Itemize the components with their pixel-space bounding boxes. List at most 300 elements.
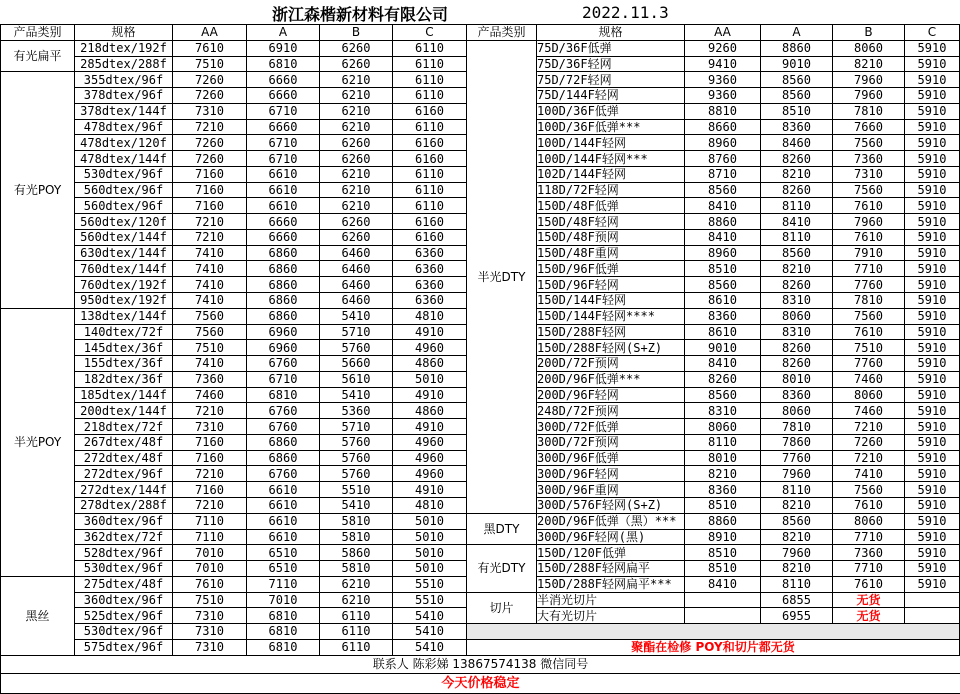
table-header-row bbox=[1, 25, 467, 41]
spec-cell: 360dtex/96f bbox=[75, 592, 173, 608]
spec-cell: 150D/48F重网 bbox=[537, 245, 685, 261]
price-cell: 5710 bbox=[320, 419, 393, 435]
spec-cell: 218dtex/72f bbox=[75, 419, 173, 435]
price-cell: 4810 bbox=[393, 497, 467, 513]
right-price-table bbox=[466, 24, 960, 656]
price-cell: 8560 bbox=[761, 72, 833, 88]
spec-cell: 200D/72F预网 bbox=[537, 356, 685, 372]
price-cell: 5760 bbox=[320, 450, 393, 466]
table-row bbox=[467, 419, 960, 435]
table-row bbox=[467, 513, 960, 529]
col-b: B bbox=[320, 25, 393, 41]
col-category: 产品类别 bbox=[467, 25, 537, 41]
col-category: 产品类别 bbox=[1, 25, 75, 41]
spec-cell: 150D/144F轻网 bbox=[537, 293, 685, 309]
price-cell: 6760 bbox=[247, 466, 320, 482]
table-row bbox=[467, 293, 960, 309]
price-cell: 7510 bbox=[833, 340, 905, 356]
price-cell: 8360 bbox=[761, 387, 833, 403]
price-cell: 7360 bbox=[833, 151, 905, 167]
price-cell: 8260 bbox=[761, 182, 833, 198]
spec-cell: 275dtex/48f bbox=[75, 576, 173, 592]
spec-cell: 300D/96F低弹 bbox=[537, 450, 685, 466]
price-cell: 8060 bbox=[833, 387, 905, 403]
price-cell: 7610 bbox=[833, 576, 905, 592]
price-cell: 8760 bbox=[685, 151, 761, 167]
price-cell: 8810 bbox=[685, 103, 761, 119]
price-cell: 4860 bbox=[393, 403, 467, 419]
price-cell: 6360 bbox=[393, 245, 467, 261]
price-cell: 8660 bbox=[685, 119, 761, 135]
spec-cell: 150D/48F轻网 bbox=[537, 214, 685, 230]
spec-cell: 140dtex/72f bbox=[75, 324, 173, 340]
price-cell: 8360 bbox=[685, 308, 761, 324]
price-cell: 8210 bbox=[761, 561, 833, 577]
price-cell: 8210 bbox=[833, 56, 905, 72]
price-cell: 5910 bbox=[905, 198, 960, 214]
price-cell: 7460 bbox=[173, 387, 247, 403]
spec-cell: 150D/288F轻网扁平*** bbox=[537, 576, 685, 592]
spec-cell: 272dtex/96f bbox=[75, 466, 173, 482]
price-cell: 4910 bbox=[393, 482, 467, 498]
price-cell: 7710 bbox=[833, 261, 905, 277]
price-cell: 4960 bbox=[393, 340, 467, 356]
price-cell: 5910 bbox=[905, 419, 960, 435]
price-cell: 8510 bbox=[685, 545, 761, 561]
price-cell: 5910 bbox=[905, 482, 960, 498]
price-cell: 6360 bbox=[393, 261, 467, 277]
price-cell: 7610 bbox=[833, 324, 905, 340]
spec-cell: 75D/144F轻网 bbox=[537, 88, 685, 104]
price-cell: 6210 bbox=[320, 119, 393, 135]
price-cell: 6460 bbox=[320, 277, 393, 293]
price-cell: 8010 bbox=[685, 450, 761, 466]
price-cell: 8560 bbox=[685, 387, 761, 403]
price-cell: 6810 bbox=[247, 387, 320, 403]
price-cell: 4960 bbox=[393, 434, 467, 450]
spec-cell: 150D/48F低弹 bbox=[537, 198, 685, 214]
table-row bbox=[467, 103, 960, 119]
price-cell: 6860 bbox=[247, 434, 320, 450]
price-cell: 7210 bbox=[173, 497, 247, 513]
spec-cell: 300D/72F预网 bbox=[537, 434, 685, 450]
category-cell: 黑DTY bbox=[467, 513, 537, 545]
spec-cell: 138dtex/144f bbox=[75, 308, 173, 324]
price-cell: 7660 bbox=[833, 119, 905, 135]
table-row bbox=[467, 166, 960, 182]
price-cell: 5910 bbox=[905, 40, 960, 56]
price-cell: 8260 bbox=[761, 277, 833, 293]
price-cell: 8110 bbox=[685, 434, 761, 450]
blank-row bbox=[467, 624, 960, 640]
price-cell: 5910 bbox=[905, 561, 960, 577]
table-row bbox=[467, 482, 960, 498]
price-cell: 9010 bbox=[761, 56, 833, 72]
blank-cell bbox=[467, 624, 960, 640]
category-cell: 有光DTY bbox=[467, 545, 537, 592]
company-name: 浙江森楷新材料有限公司 bbox=[272, 5, 449, 24]
price-cell: 6160 bbox=[393, 103, 467, 119]
price-cell: 5910 bbox=[905, 293, 960, 309]
price-cell: 7960 bbox=[833, 214, 905, 230]
price-cell: 4910 bbox=[393, 387, 467, 403]
price-cell: 6760 bbox=[247, 356, 320, 372]
spec-cell: 360dtex/96f bbox=[75, 513, 173, 529]
category-cell: 黑丝 bbox=[1, 576, 75, 655]
price-cell: 6460 bbox=[320, 293, 393, 309]
price-cell: 7260 bbox=[173, 151, 247, 167]
price-cell: 6610 bbox=[247, 529, 320, 545]
price-cell: 5410 bbox=[320, 387, 393, 403]
table-row bbox=[467, 434, 960, 450]
category-cell: 半光DTY bbox=[467, 40, 537, 513]
price-cell: 7210 bbox=[173, 229, 247, 245]
category-cell: 切片 bbox=[467, 592, 537, 624]
price-cell: 6110 bbox=[393, 198, 467, 214]
spec-cell: 75D/36F低弹 bbox=[537, 40, 685, 56]
price-cell: 6210 bbox=[320, 72, 393, 88]
category-cell: 有光POY bbox=[1, 72, 75, 308]
spec-cell: 362dtex/72f bbox=[75, 529, 173, 545]
spec-cell: 575dtex/96f bbox=[75, 639, 173, 655]
col-a: A bbox=[761, 25, 833, 41]
table-row bbox=[467, 40, 960, 56]
price-cell: 5760 bbox=[320, 466, 393, 482]
price-cell: 9260 bbox=[685, 40, 761, 56]
price-cell: 5760 bbox=[320, 434, 393, 450]
price-cell bbox=[685, 592, 761, 608]
spec-cell: 150D/288F轻网扁平 bbox=[537, 561, 685, 577]
price-cell: 8610 bbox=[685, 324, 761, 340]
price-cell: 7010 bbox=[247, 592, 320, 608]
spec-cell: 大有光切片 bbox=[537, 608, 685, 624]
price-cell: 6955 bbox=[761, 608, 833, 624]
spec-cell: 185dtex/144f bbox=[75, 387, 173, 403]
table-row bbox=[467, 277, 960, 293]
price-cell: 7460 bbox=[833, 371, 905, 387]
price-cell: 7960 bbox=[833, 88, 905, 104]
price-cell: 7310 bbox=[833, 166, 905, 182]
table-row bbox=[467, 261, 960, 277]
table-row bbox=[1, 576, 467, 592]
price-cell: 8610 bbox=[685, 293, 761, 309]
col-spec: 规格 bbox=[537, 25, 685, 41]
price-cell: 6810 bbox=[247, 56, 320, 72]
price-cell: 5410 bbox=[393, 608, 467, 624]
price-cell: 7860 bbox=[761, 434, 833, 450]
price-cell: 5710 bbox=[320, 324, 393, 340]
col-c: C bbox=[393, 25, 467, 41]
price-cell: 6810 bbox=[247, 639, 320, 655]
price-cell: 6260 bbox=[320, 40, 393, 56]
price-cell: 7610 bbox=[173, 40, 247, 56]
table-row bbox=[467, 119, 960, 135]
spec-cell: 200D/96F低弹*** bbox=[537, 371, 685, 387]
table-row bbox=[1, 308, 467, 324]
price-cell: 5510 bbox=[320, 482, 393, 498]
price-cell: 7210 bbox=[173, 214, 247, 230]
price-cell: 7810 bbox=[833, 103, 905, 119]
spec-cell: 300D/96F轻网 bbox=[537, 466, 685, 482]
price-cell: 5410 bbox=[393, 639, 467, 655]
spec-cell: 285dtex/288f bbox=[75, 56, 173, 72]
price-cell: 8260 bbox=[761, 151, 833, 167]
price-cell: 6960 bbox=[247, 340, 320, 356]
spec-cell: 478dtex/144f bbox=[75, 151, 173, 167]
price-cell: 6760 bbox=[247, 403, 320, 419]
price-cell: 8510 bbox=[685, 497, 761, 513]
spec-cell: 200D/96F低弹（黑）*** bbox=[537, 513, 685, 529]
price-cell: 6610 bbox=[247, 166, 320, 182]
spec-cell: 182dtex/36f bbox=[75, 371, 173, 387]
price-cell: 6660 bbox=[247, 229, 320, 245]
table-row bbox=[467, 214, 960, 230]
spec-cell: 630dtex/144f bbox=[75, 245, 173, 261]
table-row bbox=[467, 608, 960, 624]
price-cell: 5910 bbox=[905, 324, 960, 340]
price-cell bbox=[685, 608, 761, 624]
table-row bbox=[467, 529, 960, 545]
notice-row bbox=[467, 639, 960, 655]
price-cell: 8210 bbox=[761, 261, 833, 277]
spec-cell: 248D/72F预网 bbox=[537, 403, 685, 419]
maintenance-notice: 聚酯在检修 POY和切片都无货 bbox=[467, 639, 960, 655]
spec-cell: 100D/36F低弹 bbox=[537, 103, 685, 119]
price-cell: 8410 bbox=[685, 198, 761, 214]
price-cell: 8210 bbox=[761, 497, 833, 513]
price-cell: 5910 bbox=[905, 72, 960, 88]
price-cell: 7310 bbox=[173, 103, 247, 119]
price-cell: 7210 bbox=[833, 450, 905, 466]
spec-cell: 300D/96F重网 bbox=[537, 482, 685, 498]
price-cell: 6110 bbox=[393, 40, 467, 56]
col-spec: 规格 bbox=[75, 25, 173, 41]
spec-cell: 272dtex/144f bbox=[75, 482, 173, 498]
price-cell: 9010 bbox=[685, 340, 761, 356]
price-cell: 7160 bbox=[173, 434, 247, 450]
category-cell: 半光POY bbox=[1, 308, 75, 576]
price-cell: 8560 bbox=[761, 245, 833, 261]
table-row bbox=[467, 182, 960, 198]
price-cell: 5910 bbox=[905, 434, 960, 450]
price-date: 2022.11.3 bbox=[582, 3, 669, 22]
price-cell: 8460 bbox=[761, 135, 833, 151]
price-cell: 8110 bbox=[761, 576, 833, 592]
contact-info: 联系人 陈彩娣 13867574138 微信同号 bbox=[0, 655, 960, 674]
price-cell: 5810 bbox=[320, 561, 393, 577]
price-cell: 5910 bbox=[905, 545, 960, 561]
price-cell: 7410 bbox=[833, 466, 905, 482]
price-cell: 8110 bbox=[761, 482, 833, 498]
price-cell: 6110 bbox=[320, 624, 393, 640]
spec-cell: 150D/96F轻网 bbox=[537, 277, 685, 293]
price-cell: 6210 bbox=[320, 166, 393, 182]
price-cell: 5910 bbox=[905, 119, 960, 135]
price-cell: 8860 bbox=[685, 513, 761, 529]
price-cell: 6110 bbox=[393, 72, 467, 88]
price-cell: 7610 bbox=[833, 229, 905, 245]
price-cell: 6960 bbox=[247, 324, 320, 340]
spec-cell: 525dtex/96f bbox=[75, 608, 173, 624]
price-cell: 5010 bbox=[393, 561, 467, 577]
spec-cell: 530dtex/96f bbox=[75, 561, 173, 577]
table-row bbox=[467, 576, 960, 592]
price-cell: 5910 bbox=[905, 229, 960, 245]
price-cell: 5910 bbox=[905, 387, 960, 403]
price-cell: 5860 bbox=[320, 545, 393, 561]
price-cell: 8210 bbox=[761, 166, 833, 182]
spec-cell: 378dtex/144f bbox=[75, 103, 173, 119]
price-cell: 8910 bbox=[685, 529, 761, 545]
price-cell: 5910 bbox=[905, 135, 960, 151]
price-cell: 8560 bbox=[685, 182, 761, 198]
spec-cell: 150D/288F轻网(S+Z) bbox=[537, 340, 685, 356]
price-cell: 7960 bbox=[761, 466, 833, 482]
price-cell: 6710 bbox=[247, 151, 320, 167]
table-row bbox=[467, 466, 960, 482]
price-cell: 8510 bbox=[685, 561, 761, 577]
table-row bbox=[1, 40, 467, 56]
price-cell: 6110 bbox=[320, 639, 393, 655]
price-cell: 4960 bbox=[393, 450, 467, 466]
price-cell: 6610 bbox=[247, 513, 320, 529]
price-cell: 4860 bbox=[393, 356, 467, 372]
table-row bbox=[467, 198, 960, 214]
spec-cell: 300D/576F轻网(S+Z) bbox=[537, 497, 685, 513]
spec-cell: 278dtex/288f bbox=[75, 497, 173, 513]
price-cell: 7410 bbox=[173, 261, 247, 277]
price-cell: 6660 bbox=[247, 119, 320, 135]
price-cell: 5510 bbox=[393, 592, 467, 608]
price-cell: 8410 bbox=[685, 576, 761, 592]
table-row bbox=[467, 403, 960, 419]
price-cell: 7610 bbox=[173, 576, 247, 592]
price-cell: 7160 bbox=[173, 450, 247, 466]
price-cell: 8410 bbox=[685, 356, 761, 372]
table-row bbox=[467, 135, 960, 151]
price-cell: 7110 bbox=[173, 513, 247, 529]
spec-cell: 478dtex/96f bbox=[75, 119, 173, 135]
price-cell: 8410 bbox=[685, 229, 761, 245]
price-cell: 5360 bbox=[320, 403, 393, 419]
price-cell: 4910 bbox=[393, 324, 467, 340]
price-cell: 8560 bbox=[761, 513, 833, 529]
price-cell: 6860 bbox=[247, 308, 320, 324]
price-cell: 5910 bbox=[905, 497, 960, 513]
spec-cell: 300D/96F轻网(黑) bbox=[537, 529, 685, 545]
price-cell: 8960 bbox=[685, 245, 761, 261]
price-cell: 8360 bbox=[685, 482, 761, 498]
price-cell: 7210 bbox=[173, 119, 247, 135]
price-cell: 6660 bbox=[247, 88, 320, 104]
spec-cell: 100D/144F轻网*** bbox=[537, 151, 685, 167]
price-cell: 8560 bbox=[761, 88, 833, 104]
spec-cell: 760dtex/144f bbox=[75, 261, 173, 277]
price-cell: 6610 bbox=[247, 182, 320, 198]
table-row bbox=[467, 308, 960, 324]
price-cell: 6860 bbox=[247, 293, 320, 309]
price-cell bbox=[905, 592, 960, 608]
price-cell: 6110 bbox=[393, 88, 467, 104]
price-cell: 6160 bbox=[393, 214, 467, 230]
spec-cell: 102D/144F轻网 bbox=[537, 166, 685, 182]
price-cell: 7910 bbox=[833, 245, 905, 261]
spec-cell: 530dtex/96f bbox=[75, 624, 173, 640]
spec-cell: 950dtex/192f bbox=[75, 293, 173, 309]
price-cell: 9360 bbox=[685, 88, 761, 104]
spec-cell: 半消光切片 bbox=[537, 592, 685, 608]
price-cell: 7760 bbox=[833, 356, 905, 372]
price-cell: 7210 bbox=[173, 403, 247, 419]
price-cell: 7260 bbox=[173, 88, 247, 104]
price-cell: 6260 bbox=[320, 214, 393, 230]
price-cell: 6910 bbox=[247, 40, 320, 56]
spec-cell: 267dtex/48f bbox=[75, 434, 173, 450]
table-row bbox=[467, 324, 960, 340]
spec-cell: 378dtex/96f bbox=[75, 88, 173, 104]
price-cell: 6160 bbox=[393, 135, 467, 151]
spec-cell: 150D/120F低弹 bbox=[537, 545, 685, 561]
table-row bbox=[467, 387, 960, 403]
spec-cell: 478dtex/120f bbox=[75, 135, 173, 151]
price-cell: 7810 bbox=[833, 293, 905, 309]
price-cell: 5910 bbox=[905, 371, 960, 387]
table-row bbox=[467, 592, 960, 608]
left-price-table bbox=[0, 24, 467, 656]
spec-cell: 100D/36F低弹*** bbox=[537, 119, 685, 135]
price-cell: 7760 bbox=[761, 450, 833, 466]
price-cell: 7510 bbox=[173, 340, 247, 356]
price-cell: 8060 bbox=[833, 40, 905, 56]
price-cell: 7560 bbox=[833, 135, 905, 151]
price-cell: 6260 bbox=[320, 229, 393, 245]
price-cell: 5910 bbox=[905, 277, 960, 293]
price-cell: 6510 bbox=[247, 545, 320, 561]
price-cell: 6660 bbox=[247, 72, 320, 88]
price-cell: 6460 bbox=[320, 261, 393, 277]
col-aa: AA bbox=[685, 25, 761, 41]
price-cell: 7310 bbox=[173, 419, 247, 435]
price-cell: 5910 bbox=[905, 340, 960, 356]
price-cell: 5010 bbox=[393, 513, 467, 529]
price-cell: 5910 bbox=[905, 529, 960, 545]
price-cell: 5910 bbox=[905, 214, 960, 230]
spec-cell: 155dtex/36f bbox=[75, 356, 173, 372]
price-cell: 8110 bbox=[761, 229, 833, 245]
table-row bbox=[467, 340, 960, 356]
price-cell: 5910 bbox=[905, 182, 960, 198]
price-cell: 8860 bbox=[761, 40, 833, 56]
price-status: 今天价格稳定 bbox=[0, 674, 960, 694]
spec-cell: 150D/48F预网 bbox=[537, 229, 685, 245]
price-cell: 7560 bbox=[833, 308, 905, 324]
price-cell: 7560 bbox=[173, 324, 247, 340]
price-cell: 6210 bbox=[320, 198, 393, 214]
stock-status-cell: 无货 bbox=[833, 592, 905, 608]
price-cell bbox=[905, 608, 960, 624]
price-cell: 5910 bbox=[905, 513, 960, 529]
price-cell: 7410 bbox=[173, 245, 247, 261]
price-cell: 8410 bbox=[761, 214, 833, 230]
price-cell: 7260 bbox=[833, 434, 905, 450]
table-row bbox=[1, 72, 467, 88]
spec-cell: 560dtex/96f bbox=[75, 182, 173, 198]
price-cell: 7460 bbox=[833, 403, 905, 419]
price-cell: 8360 bbox=[761, 119, 833, 135]
spec-cell: 528dtex/96f bbox=[75, 545, 173, 561]
price-cell: 6160 bbox=[393, 151, 467, 167]
price-cell: 7260 bbox=[173, 72, 247, 88]
